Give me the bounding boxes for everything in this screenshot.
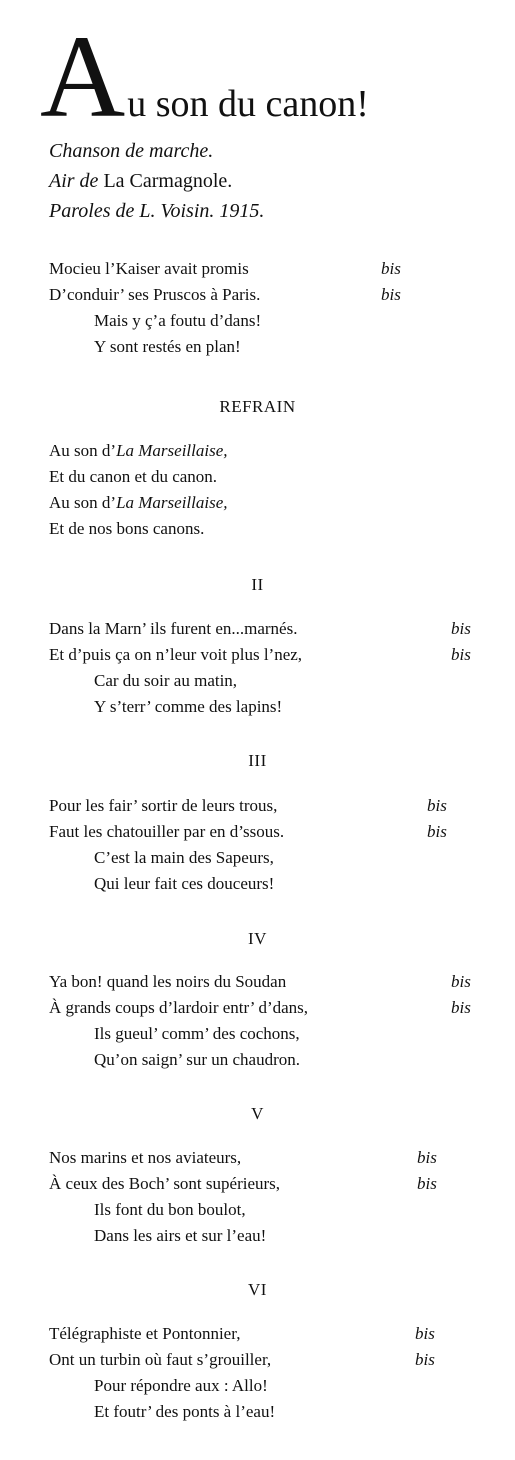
verse3-heading: III (248, 751, 267, 770)
verse3-bis-2: bis (427, 822, 447, 841)
verse2-bis-1: bis (451, 619, 471, 638)
refrain-line-3-title: La Marseillaise, (116, 493, 228, 512)
verse6-heading: VI (248, 1280, 267, 1299)
verse2-line-4: Y s’terr’ comme des lapins! (94, 697, 283, 716)
verse4-line-4: Qu’on saign’ sur un chaudron. (94, 1050, 301, 1069)
verse5-line-3: Ils font du bon boulot, (94, 1200, 246, 1219)
verse6-bis-1: bis (415, 1324, 435, 1343)
refrain-line-1-text: Au son d’ (49, 441, 117, 460)
verse6-bis-2: bis (415, 1350, 435, 1369)
refrain-line-4: Et de nos bons canons. (49, 519, 205, 538)
verse2-line-3: Car du soir au matin, (94, 671, 238, 690)
verse4-heading: IV (248, 929, 267, 948)
title-dropcap: A (40, 11, 124, 142)
refrain-heading: REFRAIN (219, 397, 296, 416)
verse5-line-2: À ceux des Boch’ sont supérieurs, (49, 1174, 281, 1193)
refrain-line-3-text: Au son d’ (49, 493, 117, 512)
verse3-line-3: C’est la main des Sapeurs, (94, 848, 274, 867)
subtitle-line-2 (49, 170, 232, 193)
verse1-line-2: D’conduir’ ses Pruscos à Paris. (49, 285, 261, 304)
verse5-line-4: Dans les airs et sur l’eau! (94, 1226, 267, 1245)
subtitle-genre: Chanson de marche. (49, 140, 214, 162)
verse4-line-3: Ils gueul’ comm’ des cochons, (94, 1024, 300, 1043)
verse6-line-3: Pour répondre aux : Allo! (94, 1376, 268, 1395)
refrain-line-1-title: La Marseillaise, (116, 441, 228, 460)
song-title (40, 11, 369, 142)
verse3-line-1: Pour les fair’ sortir de leurs trous, (49, 796, 278, 815)
verse2-bis-2: bis (451, 645, 471, 664)
verse1-line-4: Y sont restés en plan! (94, 337, 241, 356)
verse1-line-1: Mocieu l’Kaiser avait promis (49, 259, 249, 278)
refrain-line-2: Et du canon et du canon. (49, 467, 218, 486)
verse4-bis-1: bis (451, 972, 471, 991)
verse6-line-2: Ont un turbin où faut s’grouiller, (49, 1350, 272, 1369)
subtitle-author: Paroles de L. Voisin. 1915. (49, 200, 265, 222)
verse3-line-4: Qui leur fait ces douceurs! (94, 874, 275, 893)
verse5-bis-2: bis (417, 1174, 437, 1193)
refrain-line-3 (49, 493, 228, 513)
title-text: u son du canon! (127, 83, 369, 125)
verse4-line-2: À grands coups d’lardoir entr’ d’dans, (49, 998, 309, 1017)
verse3-bis-1: bis (427, 796, 447, 815)
verse4-bis-2: bis (451, 998, 471, 1017)
subtitle-line-3 (49, 200, 264, 223)
verse2-line-1: Dans la Marn’ ils furent en...marnés. (49, 619, 298, 638)
verse1-bis-1: bis (381, 259, 401, 278)
verse2-line-2: Et d’puis ça on n’leur voit plus l’nez, (49, 645, 303, 664)
verse5-bis-1: bis (417, 1148, 437, 1167)
verse5-heading: V (251, 1104, 264, 1123)
verse5-line-1: Nos marins et nos aviateurs, (49, 1148, 242, 1167)
subtitle-tune: La Carmagnole. (103, 170, 233, 192)
verse1-line-3: Mais y ç’a foutu d’dans! (94, 311, 262, 330)
refrain-line-1 (49, 441, 228, 461)
verse6-line-1: Télégraphiste et Pontonnier, (49, 1324, 241, 1343)
subtitle-line-1 (49, 140, 213, 163)
verse6-line-4: Et foutr’ des ponts à l’eau! (94, 1402, 276, 1421)
subtitle-air-label: Air de (49, 170, 99, 192)
verse1-bis-2: bis (381, 285, 401, 304)
verse3-line-2: Faut les chatouiller par en d’ssous. (49, 822, 285, 841)
verse2-heading: II (251, 575, 264, 594)
verse4-line-1: Ya bon! quand les noirs du Soudan (49, 972, 287, 991)
